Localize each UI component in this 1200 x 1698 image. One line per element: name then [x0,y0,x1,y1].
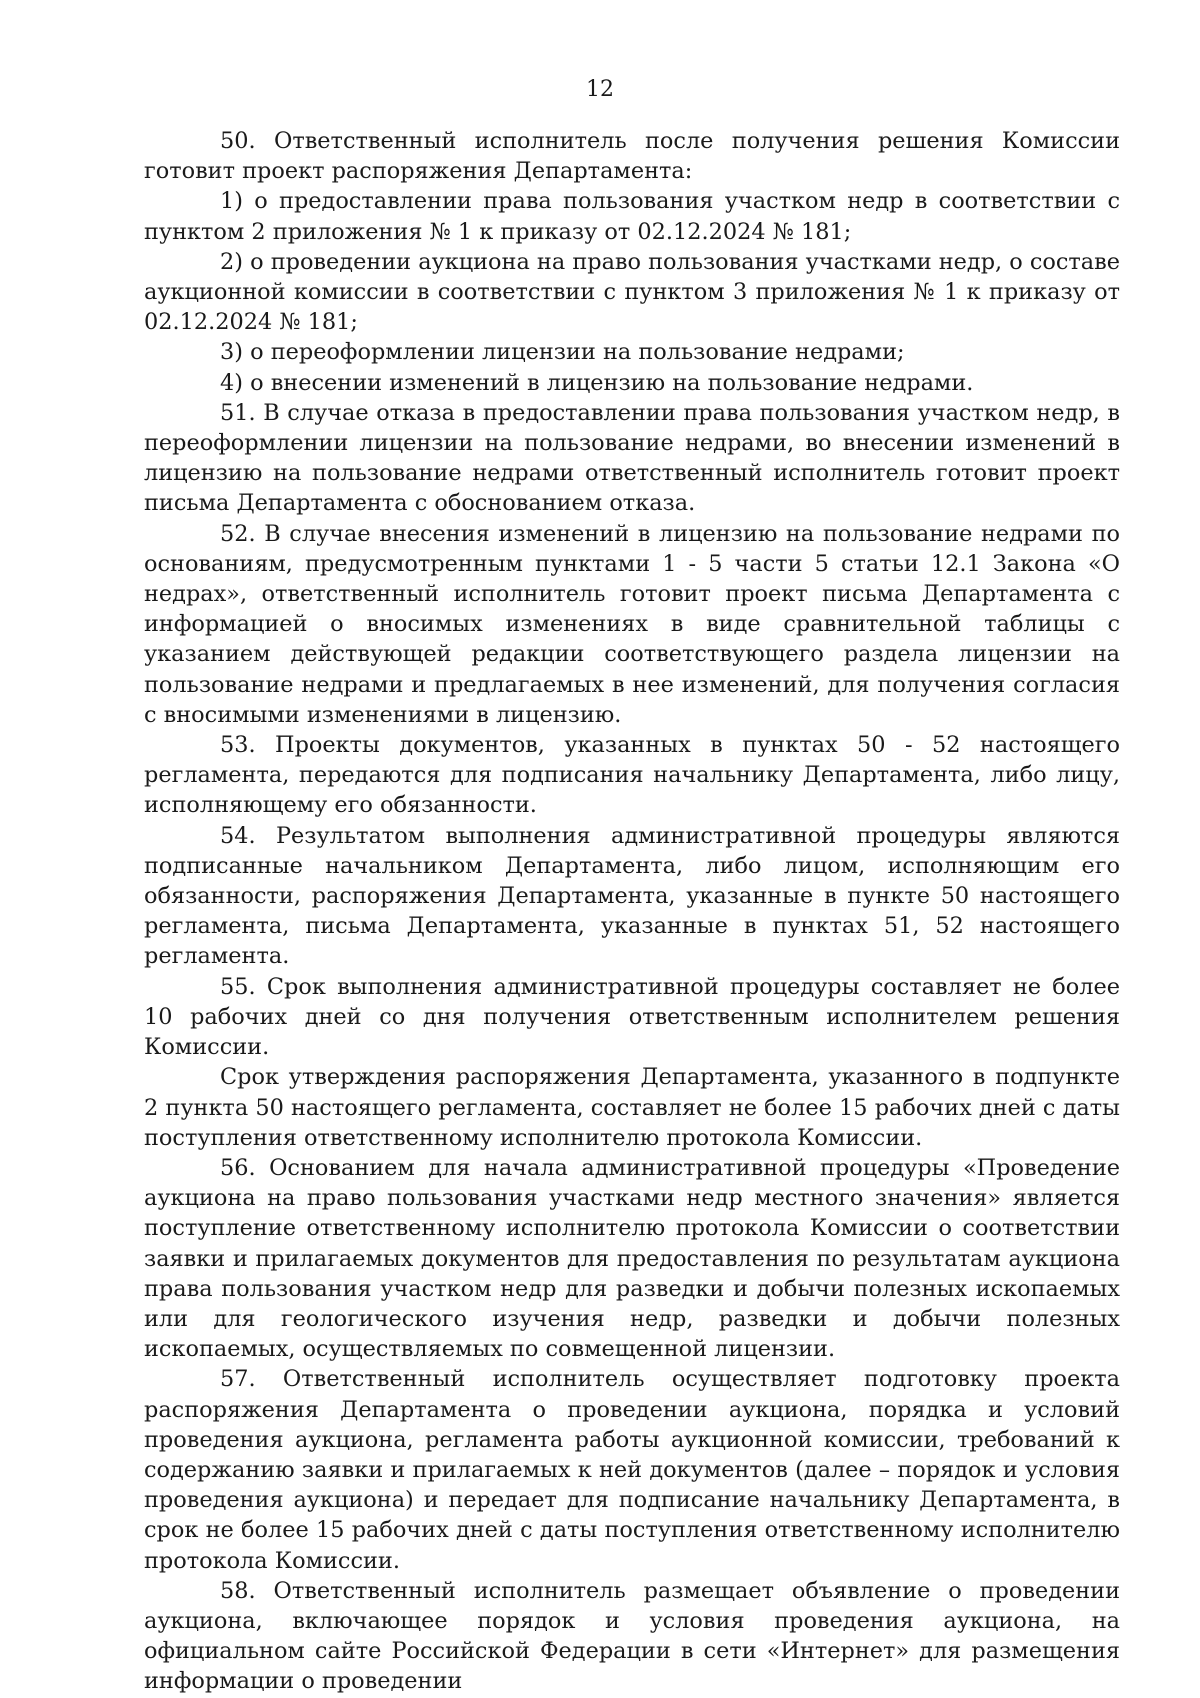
paragraph-50-item-4: 4) о внесении изменений в лицензию на пользование недрами. [220,369,974,396]
paragraph-50-item-3: 3) о переоформлении лицензии на пользование недрами; [220,339,905,366]
paragraph-53: 53. Проекты документов, указанных в пунктах 50 - 52 настоящего регламента, передаются для подписания начальнику Департамента, либо лицу, исполняющему его обязанности. [144,732,1120,819]
paragraph-50: 50. Ответственный исполнитель после получения решения Комиссии готовит проект распоряжения Департамента: [144,128,1120,185]
paragraph-54: 54. Результатом выполнения административной процедуры являются подписанные начальником Департамента, либо лицом, исполняющим его обязанности, распоряжения Департамента, указанные в пункте 50 настоящего регламента, письма Департамента, указанные в пунктах 51, 52 настоящего регламента. [144,822,1120,970]
document-body [144,126,1120,1697]
paragraph-52: 52. В случае внесения изменений в лицензию на пользование недрами по основаниям, предусмотренным пунктами 1 - 5 части 5 статьи 12.1 Закона «О недрах», ответственный исполнитель готовит проект письма Департамента с информацией о вносимых изменениях в виде сравнительной таблицы с указанием действующей редакции соответствующего раздела лицензии на пользование недрами и предлагаемых в нее изменений, для получения согласия с вносимыми изменениями в лицензию. [144,520,1120,728]
paragraph-50-item-1: 1) о предоставлении права пользования участком недр в соответствии с пунктом 2 приложения № 1 к приказу от 02.12.2024 № 181; [144,188,1120,245]
paragraph-55-term: Срок утверждения распоряжения Департамента, указанного в подпункте 2 пункта 50 настоящего регламента, составляет не более 15 рабочих дней с даты поступления ответственному исполнителю протокола Комиссии. [144,1064,1120,1151]
paragraph-50-item-2: 2) о проведении аукциона на право пользования участками недр, о составе аукционной комиссии в соответствии с пунктом 3 приложения № 1 к приказу от 02.12.2024 № 181; [144,248,1121,336]
paragraph-56: 56. Основанием для начала административной процедуры «Проведение аукциона на право пользования участками недр местного значения» является поступление ответственному исполнителю протокола Комиссии о соответствии заявки и прилагаемых документов для предоставления по результатам аукциона права пользования участком недр для разведки и добычи полезных ископаемых или для геологического изучения недр, разведки и добычи полезных ископаемых, осуществляемых по совмещенной лицензии. [144,1154,1120,1363]
paragraph-57: 57. Ответственный исполнитель осуществляет подготовку проекта распоряжения Департамента о проведении аукциона, порядка и условий проведения аукциона, регламента работы аукционной комиссии, требований к содержанию заявки и прилагаемых к ней документов (далее – порядок и условия проведения аукциона) и передает для подписание начальнику Департамента, в срок не более 15 рабочих дней с даты поступления ответственному исполнителю протокола Комиссии. [144,1366,1120,1574]
paragraph-58: 58. Ответственный исполнитель размещает объявление о проведении аукциона, включающее порядок и условия проведения аукциона, на официальном сайте Российской Федерации в сети «Интернет» для размещения информации о проведении [144,1577,1120,1695]
paragraph-55: 55. Срок выполнения административной процедуры составляет не более 10 рабочих дней со дня получения ответственным исполнителем решения Комиссии. [144,973,1120,1061]
page-number: 12 [586,77,614,102]
paragraph-51: 51. В случае отказа в предоставлении права пользования участком недр, в переоформлении лицензии на пользование недрами, во внесении изменений в лицензию на пользование недрами ответственный исполнитель готовит проект письма Департамента с обоснованием отказа. [144,399,1120,517]
